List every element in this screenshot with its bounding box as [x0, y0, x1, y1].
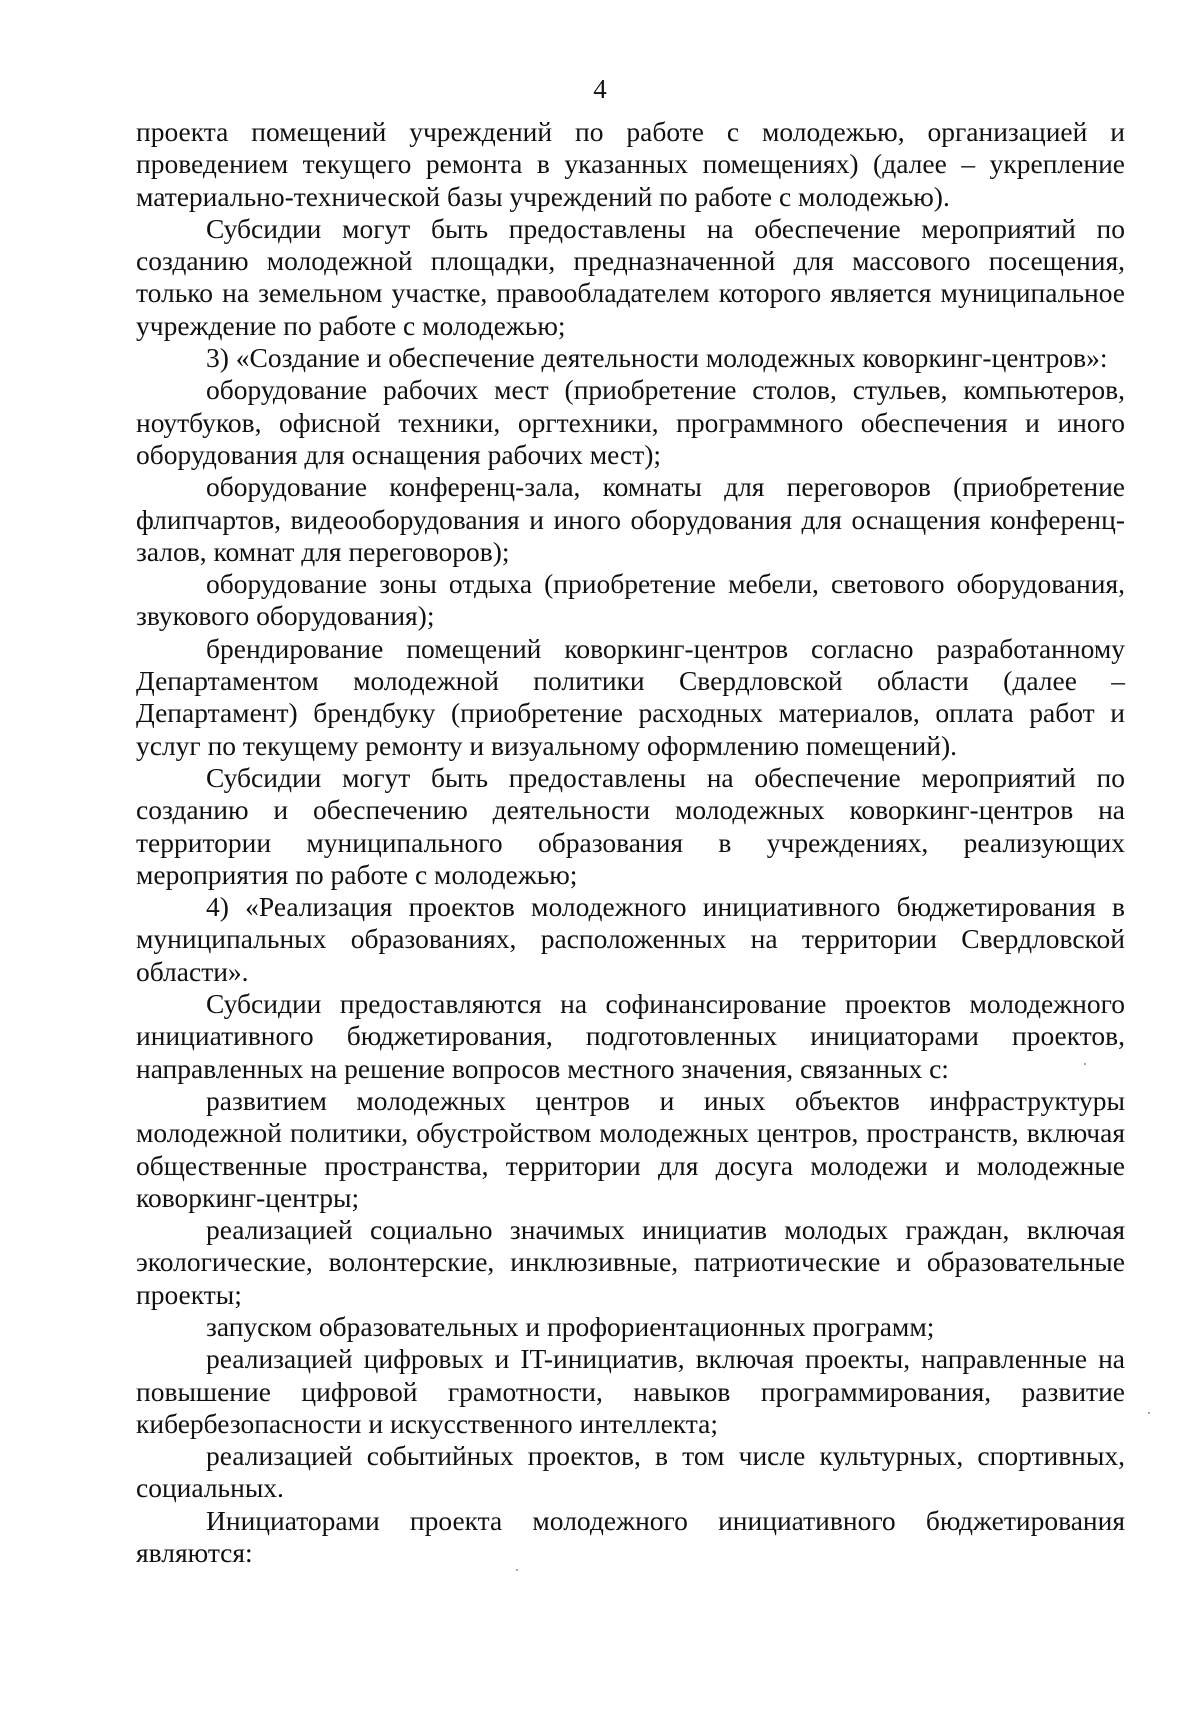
paragraph-15: реализацией событийных проектов, в том числе культурных, спортивных, социальных. — [136, 1440, 1125, 1504]
paragraph-16: Инициаторами проекта молодежного инициативного бюджетирования являются: — [136, 1504, 1125, 1569]
paragraph-9: 4) «Реализация проектов молодежного инициативного бюджетирования в муниципальных образованиях, расположенных на территории Свердловской области». — [136, 891, 1125, 987]
scan-speck — [1148, 1412, 1150, 1414]
paragraph-1: проекта помещений учреждений по работе с молодежью, организацией и проведением текущего ремонта в указанных помещениях) (далее – укрепление материально-технической базы учреждений по работе с молодежью). — [136, 116, 1125, 212]
paragraph-2: Субсидии могут быть предоставлены на обеспечение мероприятий по созданию молодежной площадки, предназначенной для массового посещения, только на земельном участке, правообладателем которого является муниципальное учреждение по работе с молодежью; — [136, 212, 1125, 341]
paragraph-10: Субсидии предоставляются на софинансирование проектов молодежного инициативного бюджетирования, подготовленных инициаторами проектов, направленных на решение вопросов местного значения, связанных с: — [136, 988, 1125, 1084]
document-body — [136, 116, 1125, 1569]
paragraph-14: реализацией цифровых и IT-инициатив, включая проекты, направленные на повышение цифровой грамотности, навыков программирования, развитие кибербезопасности и искусственного интеллекта; — [136, 1343, 1125, 1439]
page-number: 4 — [593, 74, 607, 104]
paragraph-6: оборудование зоны отдыха (приобретение мебели, светового оборудования, звукового оборудования); — [136, 568, 1125, 632]
paragraph-7: брендирование помещений коворкинг-центров согласно разработанному Департаментом молодежной политики Свердловской области (далее – Департамент) брендбуку (приобретение расходных материалов, оплата работ и услуг по текущему ремонту и визуальному оформлению помещений). — [136, 632, 1125, 761]
paragraph-5: оборудование конференц-зала, комнаты для переговоров (приобретение флипчартов, видеооборудования и иного оборудования для оснащения конференц-залов, комнат для переговоров); — [136, 471, 1125, 567]
paragraph-4: оборудование рабочих мест (приобретение столов, стульев, компьютеров, ноутбуков, офисной техники, оргтехники, программного обеспечения и иного оборудования для оснащения рабочих мест); — [136, 374, 1125, 470]
paragraph-11: развитием молодежных центров и иных объектов инфраструктуры молодежной политики, обустройством молодежных центров, пространств, включая общественные пространства, территории для досуга молодежи и молодежные коворкинг-центры; — [136, 1084, 1125, 1213]
paragraph-13: запуском образовательных и профориентационных программ; — [206, 1310, 935, 1342]
scan-speck — [1084, 1063, 1086, 1065]
paragraph-8: Субсидии могут быть предоставлены на обеспечение мероприятий по созданию и обеспечению деятельности молодежных коворкинг-центров на территории муниципального образования в учреждениях, реализующих мероприятия по работе с молодежью; — [136, 761, 1125, 890]
paragraph-3: 3) «Создание и обеспечение деятельности молодежных коворкинг-центров»: — [206, 342, 1108, 374]
paragraph-12: реализацией социально значимых инициатив молодых граждан, включая экологические, волонтерские, инклюзивные, патриотические и образовательные проекты; — [136, 1214, 1125, 1310]
scan-speck — [516, 1569, 518, 1571]
